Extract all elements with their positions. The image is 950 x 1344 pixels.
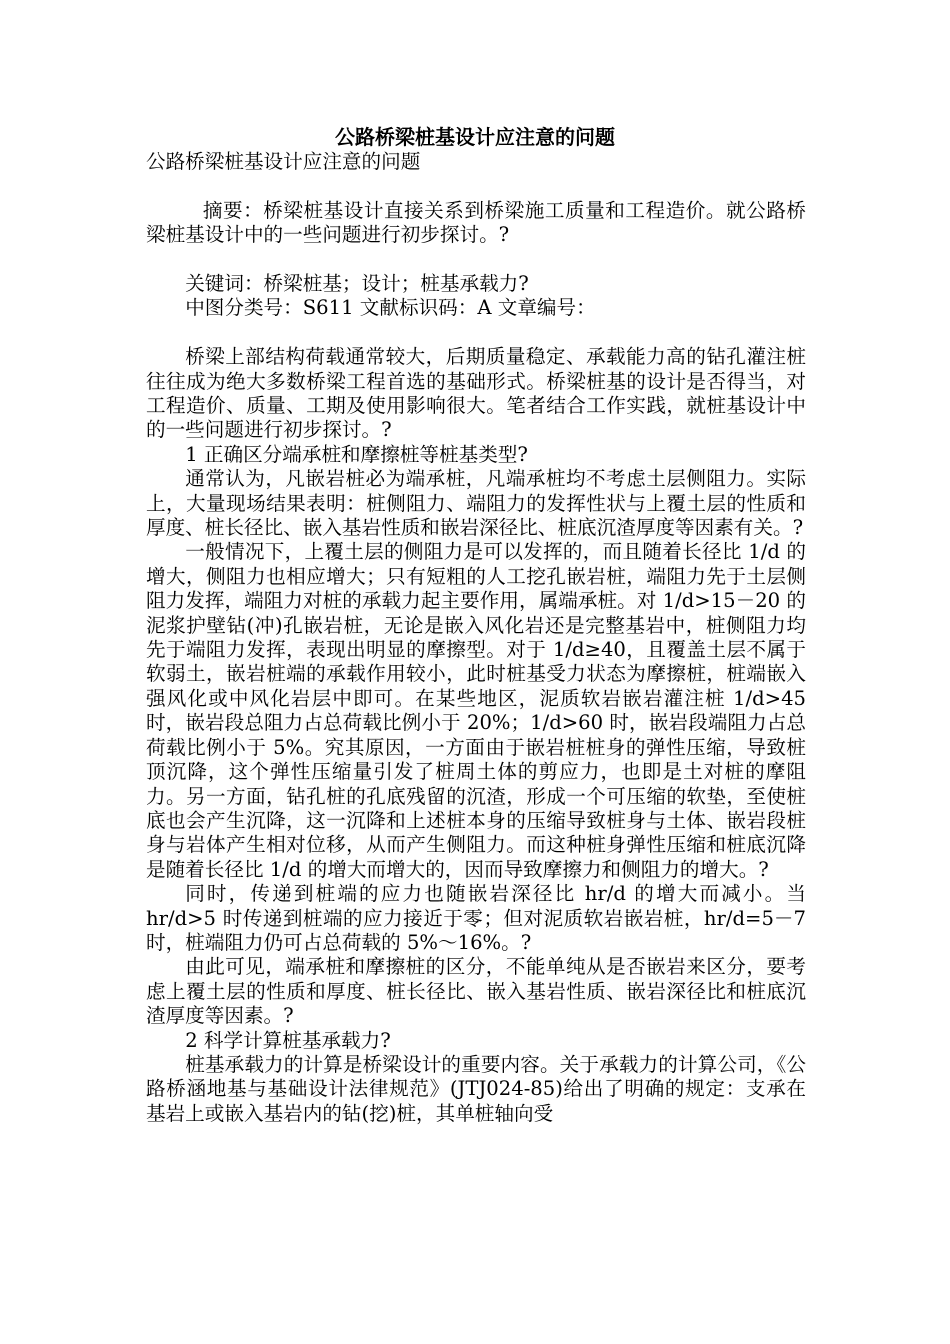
- keywords: 关键词：桥梁桩基；设计；桩基承载力?: [185, 272, 529, 295]
- paragraph: 桩基承载力的计算是桥梁设计的重要内容。关于承载力的计算公司，《公路桥涵地基与基础设计法律规范》(JTJ024-85)给出了明确的规定：支承在基岩上或嵌入基岩内的钻(挖)桩，其单桩轴向受: [146, 1052, 806, 1125]
- document-body: [146, 150, 806, 1126]
- blank-line: [146, 174, 806, 198]
- paragraph: 由此可见，端承桩和摩擦桩的区分，不能单纯从是否嵌岩来区分，要考虑上覆土层的性质和厚度、桩长径比、嵌入基岩性质、嵌岩深径比和桩底沉渣厚度等因素。?: [146, 955, 806, 1028]
- paragraph: 同时，传递到桩端的应力也随嵌岩深径比 hr/d 的增大而减小。当 hr/d>5 时传递到桩端的应力接近于零；但对泥质软岩嵌岩桩，hr/d=5－7 时，桩端阻力仍可占总荷载的 5%～16%。?: [146, 882, 806, 954]
- classification-line: 中图分类号：S611 文献标识码：A 文章编号：: [185, 296, 596, 320]
- paragraph: 桥梁上部结构荷载通常较大，后期质量稳定、承载能力高的钻孔灌注桩往往成为绝大多数桥梁工程首选的基础形式。桥梁桩基的设计是否得当，对工程造价、质量、工期及使用影响很大。笔者结合工作实践，就桩基设计中的一些问题进行初步探讨。?: [146, 345, 806, 442]
- document-subtitle: 公路桥梁桩基设计应注意的问题: [146, 150, 421, 173]
- blank-line: [146, 321, 806, 345]
- blank-line: [146, 248, 806, 272]
- section-heading: 1 正确区分端承桩和摩擦桩等桩基类型?: [185, 442, 528, 466]
- section-heading: 2 科学计算桩基承载力?: [185, 1028, 391, 1052]
- abstract: 摘要：桥梁桩基设计直接关系到桥梁施工质量和工程造价。就公路桥梁桩基设计中的一些问题进行初步探讨。?: [146, 198, 806, 247]
- document-title: 公路桥梁桩基设计应注意的问题: [335, 125, 615, 149]
- paragraph: 一般情况下，上覆土层的侧阻力是可以发挥的，而且随着长径比 1/d 的增大，侧阻力也相应增大；只有短粗的人工挖孔嵌岩桩，端阻力先于土层侧阻力发挥，端阻力对桩的承载力起主要作用，属端承桩。对 1/d>15－20 的泥浆护壁钻(冲)孔嵌岩桩，无论是嵌入风化岩还是完整基岩中，桩侧阻力均先于端阻力发挥，表现出明显的摩擦型。对于 1/d≥40，且覆盖土层不属于软弱土，嵌岩桩端的承载作用较小，此时桩基受力状态为摩擦桩，桩端嵌入强风化或中风化岩层中即可。在某些地区，泥质软岩嵌岩灌注桩 1/d>45 时，嵌岩段总阻力占总荷载比例小于 20%；1/d>60 时，嵌岩段端阻力占总荷载比例小于 5%。究其原因，一方面由于嵌岩桩桩身的弹性压缩，导致桩顶沉降，这个弹性压缩量引发了桩周土体的剪应力，也即是土对桩的摩阻力。另一方面，钻孔桩的孔底残留的沉渣，形成一个可压缩的软垫，至使桩底也会产生沉降，这一沉降和上述桩本身的压缩导致桩身与土体、嵌岩段桩身与岩体产生相对位移，从而产生侧阻力。而这种桩身弹性压缩和桩底沉降是随着长径比 1/d 的增大而增大的，因而导致摩擦力和侧阻力的增大。?: [146, 540, 806, 881]
- paragraph: 通常认为，凡嵌岩桩必为端承桩，凡端承桩均不考虑土层侧阻力。实际上，大量现场结果表明：桩侧阻力、端阻力的发挥性状与上覆土层的性质和厚度、桩长径比、嵌入基岩性质和嵌岩深径比、桩底沉渣厚度等因素有关。?: [146, 467, 806, 540]
